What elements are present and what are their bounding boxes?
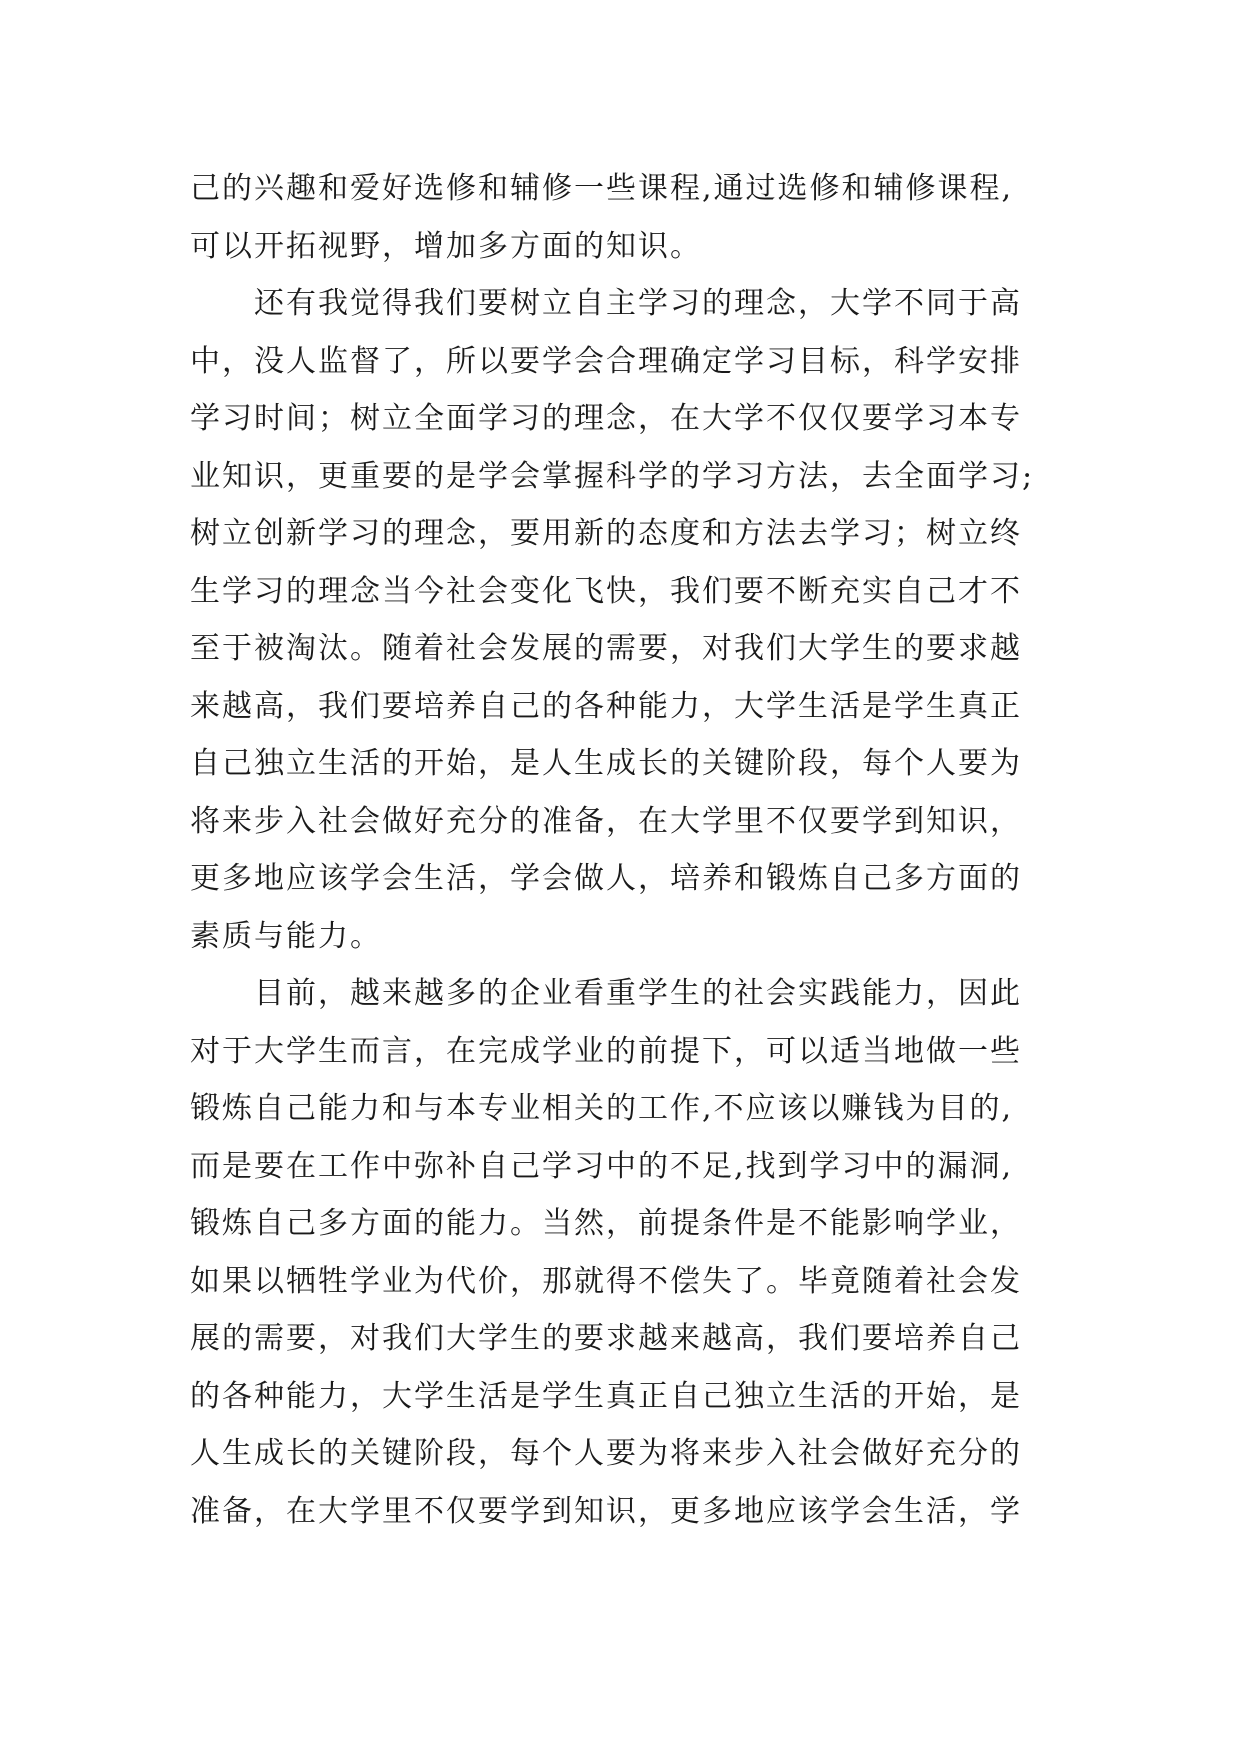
text-line: 来越高，我们要培养自己的各种能力，大学生活是学生真正 [190, 688, 1022, 724]
text-line: 将来步入社会做好充分的准备，在大学里不仅要学到知识， [190, 803, 1022, 839]
text-line: 展的需要，对我们大学生的要求越来越高，我们要培养自己 [190, 1321, 1022, 1356]
text-line: 对于大学生而言，在完成学业的前提下，可以适当地做一些 [190, 1033, 1022, 1069]
text-line: 生学习的理念当今社会变化飞快，我们要不断充实自己才不 [190, 573, 1022, 609]
text-line: 的各种能力，大学生活是学生真正自己独立生活的开始，是 [190, 1378, 1022, 1414]
paragraph-first-line: 还有我觉得我们要树立自主学习的理念，大学不同于高 [254, 286, 1022, 321]
text-line: 更多地应该学会生活，学会做人，培养和锻炼自己多方面的 [190, 861, 1022, 896]
text-line: 学习时间；树立全面学习的理念，在大学不仅仅要学习本专 [190, 401, 1022, 436]
paragraph-first-line: 目前，越来越多的企业看重学生的社会实践能力，因此 [254, 976, 1022, 1011]
text-line: 可以开拓视野，增加多方面的知识。 [190, 228, 702, 264]
text-line: 己的兴趣和爱好选修和辅修一些课程,通过选修和辅修课程, [190, 171, 1014, 206]
text-line: 业知识，更重要的是学会掌握科学的学习方法，去全面学习; [190, 458, 1035, 494]
text-line: 树立创新学习的理念，要用新的态度和方法去学习；树立终 [190, 516, 1022, 551]
text-line: 人生成长的关键阶段，每个人要为将来步入社会做好充分的 [190, 1436, 1022, 1471]
body-text [190, 160, 1070, 1540]
text-line: 至于被淘汰。随着社会发展的需要，对我们大学生的要求越 [190, 631, 1022, 666]
text-line: 如果以牺牲学业为代价，那就得不偿失了。毕竟随着社会发 [190, 1263, 1022, 1299]
text-line: 素质与能力。 [190, 918, 382, 954]
text-line: 自己独立生活的开始，是人生成长的关键阶段，每个人要为 [190, 746, 1022, 781]
text-line: 锻炼自己能力和与本专业相关的工作,不应该以赚钱为目的, [190, 1091, 1014, 1126]
text-line: 而是要在工作中弥补自己学习中的不足,找到学习中的漏洞, [190, 1148, 1014, 1184]
text-line: 准备，在大学里不仅要学到知识，更多地应该学会生活，学 [190, 1493, 1022, 1529]
text-line: 中，没人监督了，所以要学会合理确定学习目标，科学安排 [190, 343, 1022, 379]
text-line: 锻炼自己多方面的能力。当然，前提条件是不能影响学业， [190, 1206, 1022, 1241]
